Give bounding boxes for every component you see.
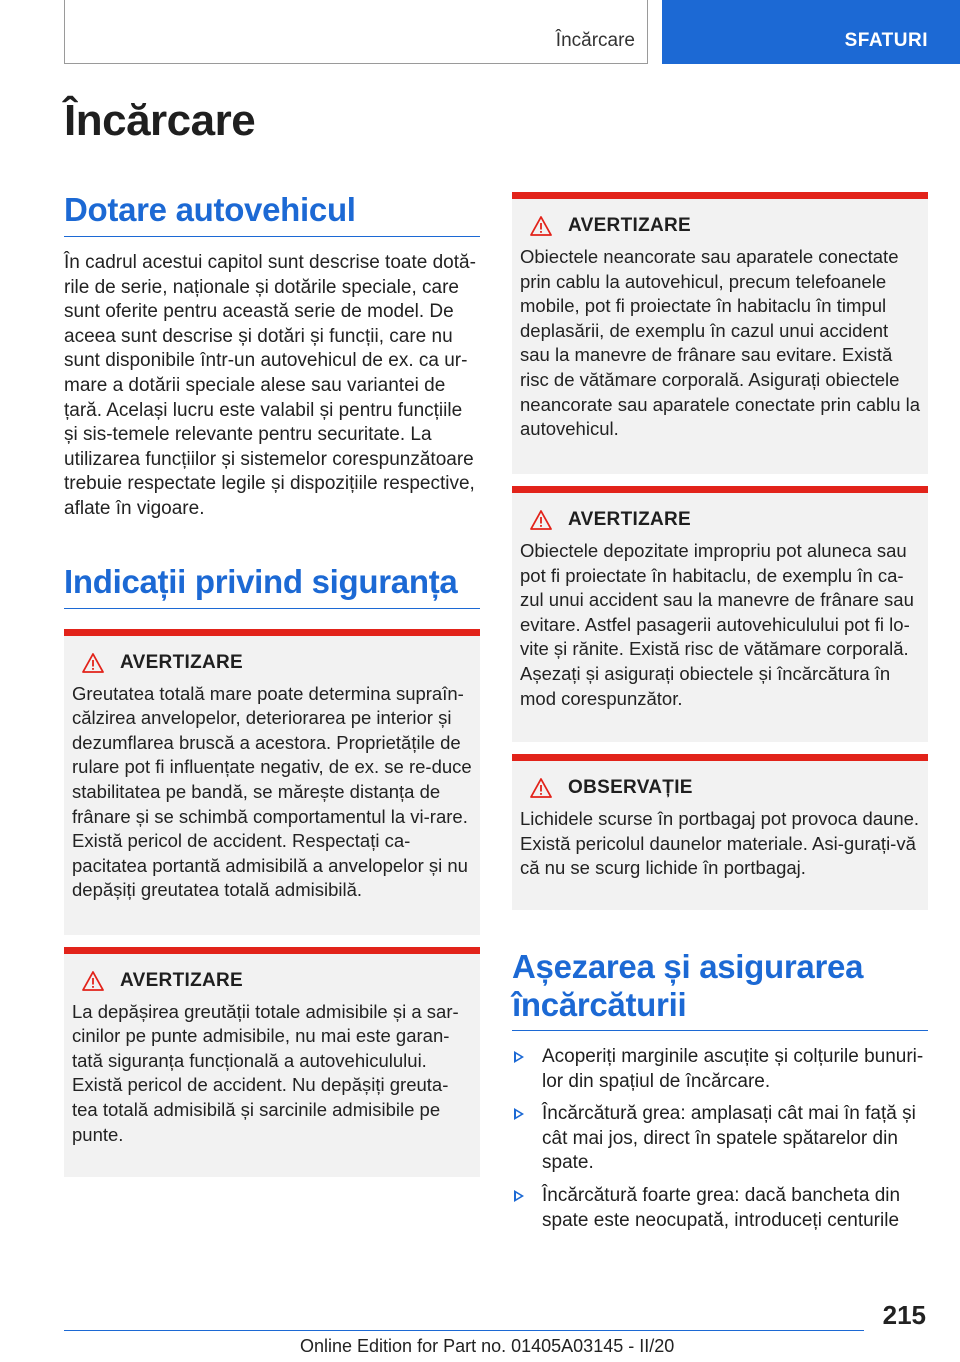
list-item	[512, 1045, 928, 1094]
notice-box	[512, 754, 928, 910]
header-section-tab	[662, 0, 960, 64]
page-title: Încărcare	[64, 96, 256, 145]
footer-edition: Online Edition for Part no. 01405A03145 - II/20	[300, 1336, 675, 1356]
cargo-bullet-list	[512, 1045, 928, 1233]
list-item	[512, 1184, 928, 1233]
warning-text: Obiectele neancorate sau aparatele conectate prin cablu la autovehicul, precum telefoanele mobile, pot fi proiectate în habitaclu în timpul deplasării, de exemplu în cazul unui accident sau la manevre de frânare sau evitare. Există risc de vătămare corporală. Asigurați obiectele neancorate sau aparatele conectate prin cablu la autovehicul.	[520, 246, 921, 440]
section-title-vehicle-equipment: Dotare autovehicul	[64, 190, 480, 237]
list-item	[512, 1102, 928, 1176]
left-column	[64, 190, 480, 1177]
vehicle-equipment-text: În cadrul acestui capitol sunt descrise toate dotă-rile de serie, naționale și dotările speciale, care sunt oferite pentru această serie de model. De aceea sunt descrise și dotări și funcții, care nu sunt disponibile într-un autovehicul de ex. ca ur-mare a dotării speciale alese sau variantei de țară. Același lucru este valabil și pentru funcțiile și sis-temele relevante pentru securitate. La utilizarea funcțiilor și sistemelor corespunzătoare trebuie respectate legile și dispozițiile respective, aflate în vigoare.	[64, 252, 476, 519]
header-chapter-tab	[64, 0, 648, 64]
header-chapter-title: Încărcare	[555, 30, 635, 51]
warning-label: AVERTIZARE	[120, 969, 243, 991]
warning-box	[512, 192, 928, 474]
warning-triangle-icon	[82, 653, 104, 673]
header-section-title: SFATURI	[844, 30, 928, 51]
warning-box	[512, 486, 928, 742]
warning-triangle-icon	[530, 510, 552, 530]
triangle-bullet-icon	[514, 1051, 524, 1063]
list-item-text: Încărcătură foarte grea: dacă bancheta din spate este neocupată, introduceți centurile	[542, 1184, 901, 1231]
warning-label: AVERTIZARE	[568, 215, 691, 236]
warning-label: AVERTIZARE	[568, 509, 691, 530]
warning-text: Greutatea totală mare poate determina supraîn-călzirea anvelopelor, deteriorarea pe interior și dezumflarea bruscă a acestora. Proprietățile de rulare pot fi influențate negativ, de ex. se re-duce stabilitatea pe bandă, se mărește distanța de frânare și se schimbă comportamentul la vi-rare. Există pericol de accident. Respectați ca-pacitatea portantă admisibilă a anvelopelor și nu depășiți greutatea totală admisibilă.	[72, 682, 472, 901]
warning-box	[64, 947, 480, 1177]
section-title-cargo-securing: Așezarea și asigurarea încărcăturii	[512, 948, 928, 1031]
warning-text: La depășirea greutății totale admisibile și a sar-cinilor pe punte admisibile, nu mai este garan-tată siguranța funcțională a autovehiculului. Există pericol de accident. Nu depășiți greuta-tea totală admisibilă și sarcinile admisibile pe punte.	[72, 1000, 459, 1145]
triangle-bullet-icon	[514, 1190, 524, 1202]
section-title-safety-notes: Indicații privind siguranța	[64, 562, 480, 609]
page-number: 215	[882, 1300, 926, 1330]
warning-text: Obiectele depozitate impropriu pot aluneca sau pot fi proiectate în habitaclu, de exemplu în ca-zul unui accident sau la manevre de frânare sau evitare. Astfel pasagerii autovehiculului pot fi lo-vite și rănite. Există risc de vătămare corporală. Așezați și asigurați obiectele și încărcătura în mod corespunzător.	[520, 540, 914, 709]
list-item-text: Încărcătură grea: amplasați cât mai în față și cât mai jos, direct în spatele spătarelor din spate.	[542, 1103, 916, 1174]
warning-box	[64, 629, 480, 935]
notice-label: OBSERVAȚIE	[568, 777, 693, 798]
triangle-bullet-icon	[514, 1108, 524, 1120]
warning-triangle-icon	[530, 216, 552, 236]
notice-text: Lichidele scurse în portbagaj pot provoca daune. Există pericolul daunelor materiale. Asi-gurați-vă că nu se scurg lichide în portbagaj.	[520, 808, 920, 879]
list-item-text: Acoperiți marginile ascuțite și colțurile bunuri-lor din spațiul de încărcare.	[542, 1046, 924, 1092]
warning-label: AVERTIZARE	[120, 651, 243, 673]
warning-triangle-icon	[82, 971, 104, 991]
footer-divider	[64, 1330, 864, 1331]
warning-triangle-icon	[530, 778, 552, 798]
right-column	[512, 192, 928, 1241]
